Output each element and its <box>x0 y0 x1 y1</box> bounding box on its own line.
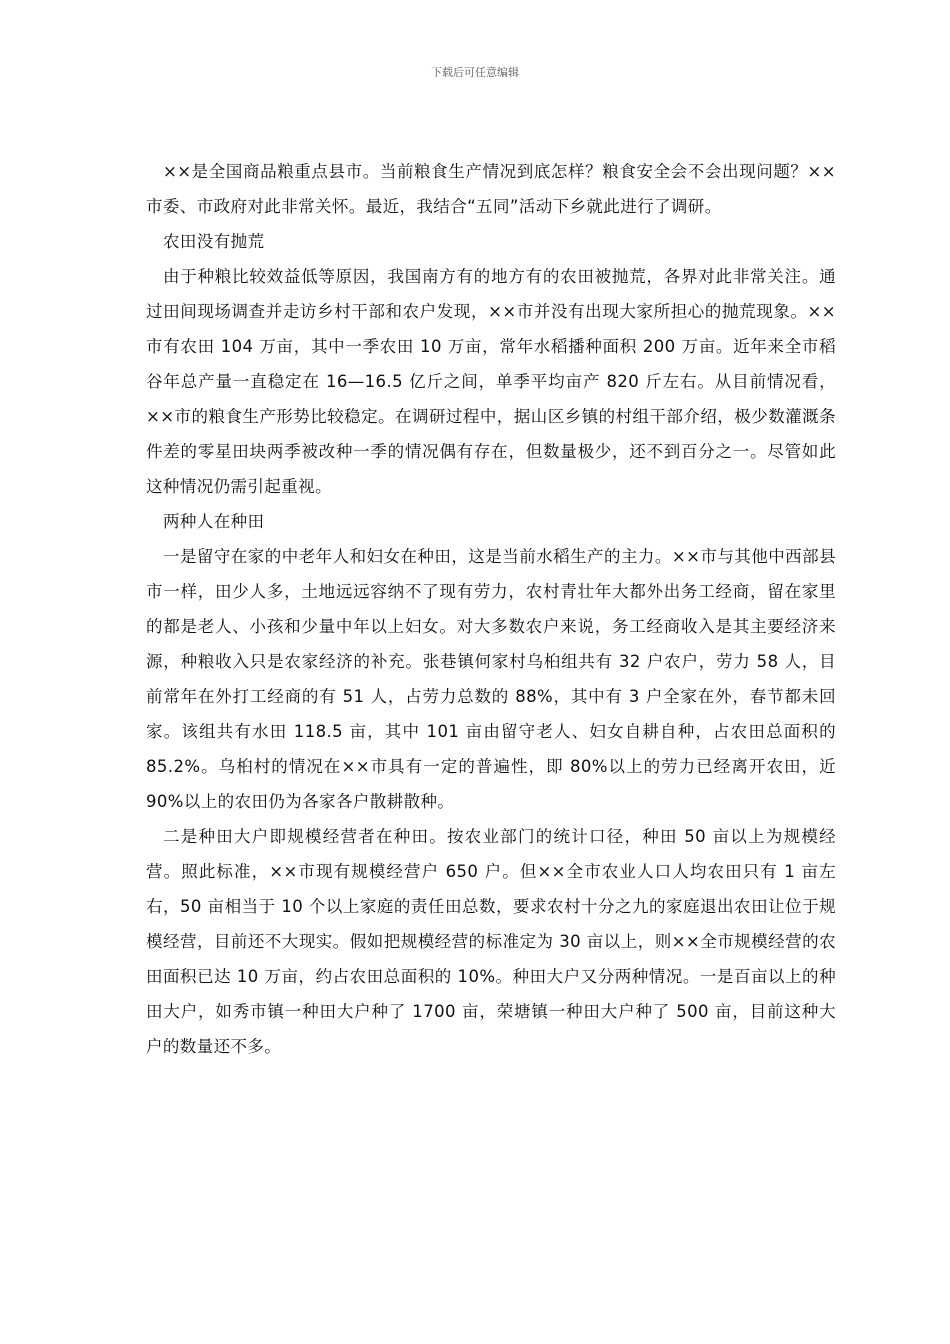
intro-paragraph: ××是全国商品粮重点县市。当前粮食生产情况到底怎样？粮食安全会不会出现问题？××市委、市政府对此非常关怀。最近，我结合“五同”活动下乡就此进行了调研。 <box>146 162 836 216</box>
section-heading-farmland: 农田没有抛荒 <box>163 232 265 251</box>
document-body <box>146 154 836 1064</box>
farmland-paragraph: 由于种粮比较效益低等原因，我国南方有的地方有的农田被抛荒，各界对此非常关注。通过田间现场调查并走访乡村干部和农户发现，××市并没有出现大家所担心的抛荒现象。××市有农田 104 万亩，其中一季农田 10 万亩，常年水稻播种面积 200 万亩。近年来全市稻谷年总产量一直稳定在 16—16.5 亿斤之间，单季平均亩产 820 斤左右。从目前情况看，××市的粮食生产形势比较稳定。在调研过程中，据山区乡镇的村组干部介绍，极少数灌溉条件差的零星田块两季被改种一季的情况偶有存在，但数量极少，还不到百分之一。尽管如此这种情况仍需引起重视。 <box>146 267 836 496</box>
farmers-paragraph-2: 二是种田大户即规模经营者在种田。按农业部门的统计口径，种田 50 亩以上为规模经营。照此标准，××市现有规模经营户 650 户。但××全市农业人口人均农田只有 1 亩左右，50 亩相当于 10 个以上家庭的责任田总数，要求农村十分之九的家庭退出农田让位于规模经营，目前还不大现实。假如把规模经营的标准定为 30 亩以上，则××全市规模经营的农田面积已达 10 万亩，约占农田总面积的 10%。种田大户又分两种情况。一是百亩以上的种田大户，如秀市镇一种田大户种了 1700 亩，荣塘镇一种田大户种了 500 亩，目前这种大户的数量还不多。 <box>146 827 836 1056</box>
farmers-paragraph-1: 一是留守在家的中老年人和妇女在种田，这是当前水稻生产的主力。××市与其他中西部县市一样，田少人多，土地远远容纳不了现有劳力，农村青壮年大都外出务工经商，留在家里的都是老人、小孩和少量中年以上妇女。对大多数农户来说，务工经商收入是其主要经济来源，种粮收入只是农家经济的补充。张巷镇何家村乌桕组共有 32 户农户，劳力 58 人，目前常年在外打工经商的有 51 人，占劳力总数的 88%，其中有 3 户全家在外，春节都未回家。该组共有水田 118.5 亩，其中 101 亩由留守老人、妇女自耕自种，占农田总面积的 85.2%。乌桕村的情况在××市具有一定的普遍性，即 80%以上的劳力已经离开农田，近 90%以上的农田仍为各家各户散耕散种。 <box>146 547 836 811</box>
section-heading-farmers: 两种人在种田 <box>163 512 265 531</box>
page-header-note: 下载后可任意编辑 <box>431 66 519 79</box>
